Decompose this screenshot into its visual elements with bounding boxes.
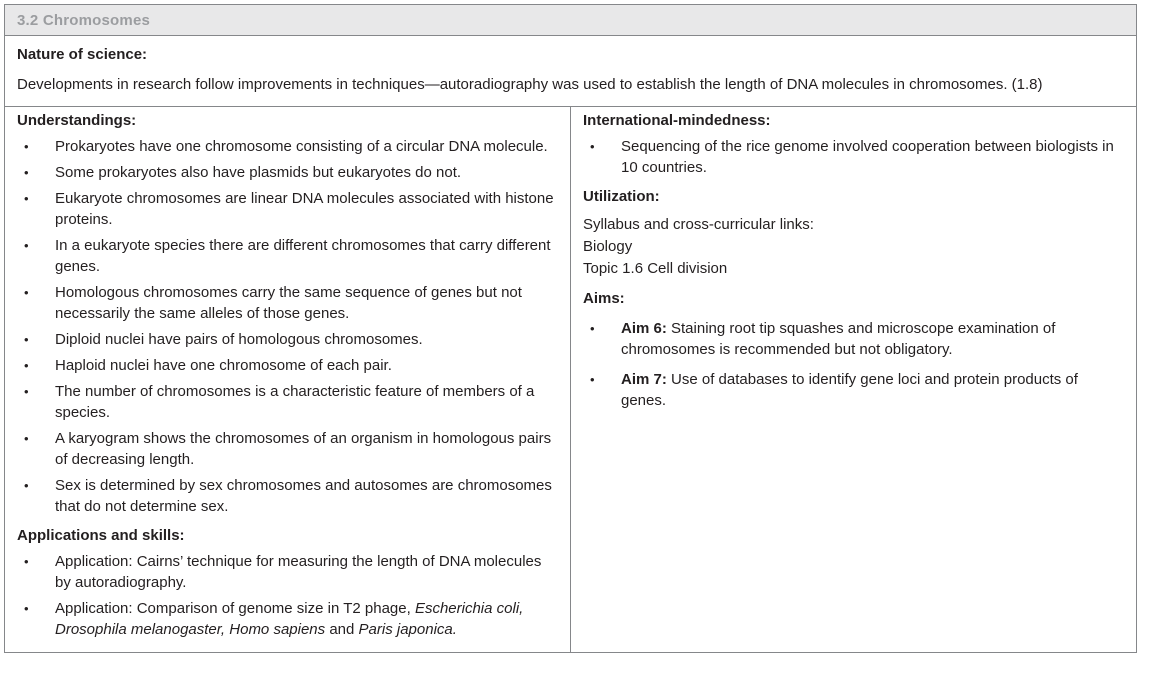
bullet-icon xyxy=(17,428,55,470)
bullet-icon xyxy=(17,136,55,157)
understanding-text: Haploid nuclei have one chromosome of each pair. xyxy=(55,357,392,374)
aim-item xyxy=(583,369,1124,411)
applications-heading: Applications and skills: xyxy=(17,527,185,544)
utilization-lines xyxy=(583,214,1124,280)
utilization-line: Biology xyxy=(583,238,633,255)
species-name-italic: Escherichia coli, Drosophila melanogaster, Homo sapiens xyxy=(55,600,524,638)
species-name-italic: Paris japonica. xyxy=(358,621,457,638)
understanding-text: A karyogram shows the chromosomes of an organism in homologous pairs of decreasing length. xyxy=(55,430,552,468)
understanding-text: Sex is determined by sex chromosomes and autosomes are chromosomes that do not determine sex. xyxy=(55,477,552,515)
understanding-text: The number of chromosomes is a characteristic feature of members of a species. xyxy=(55,383,535,421)
understanding-item xyxy=(17,355,558,376)
bullet-icon xyxy=(583,136,621,178)
left-column xyxy=(5,107,571,652)
aims-heading: Aims: xyxy=(583,290,625,307)
aim-label: Aim 6: xyxy=(621,320,667,337)
application-text: Application: Cairns’ technique for measuring the length of DNA molecules by autoradiography. xyxy=(55,553,542,591)
aim-body: Staining root tip squashes and microscope examination of chromosomes is recommended but not obligatory. xyxy=(621,320,1056,358)
understanding-item xyxy=(17,381,558,423)
bullet-icon xyxy=(17,381,55,423)
bullet-icon xyxy=(17,329,55,350)
application-text xyxy=(55,598,558,640)
two-column-body xyxy=(5,107,1136,652)
application-item xyxy=(17,551,558,593)
aim-text xyxy=(621,318,1124,360)
understanding-text: Diploid nuclei have pairs of homologous chromosomes. xyxy=(55,331,423,348)
bullet-icon xyxy=(17,162,55,183)
understanding-text: Eukaryote chromosomes are linear DNA molecules associated with histone proteins. xyxy=(55,190,554,228)
nature-of-science-heading: Nature of science: xyxy=(17,46,148,63)
understanding-item xyxy=(17,136,558,157)
understanding-item xyxy=(17,475,558,517)
understanding-item xyxy=(17,282,558,324)
understanding-item xyxy=(17,428,558,470)
bullet-icon xyxy=(17,475,55,517)
utilization-line: Topic 1.6 Cell division xyxy=(583,260,728,277)
right-column xyxy=(571,107,1136,652)
topic-title: 3.2 Chromosomes xyxy=(17,12,151,29)
understanding-item xyxy=(17,188,558,230)
understanding-text: Some prokaryotes also have plasmids but eukaryotes do not. xyxy=(55,164,462,181)
bullet-icon xyxy=(583,318,621,360)
understanding-item xyxy=(17,329,558,350)
understandings-heading: Understandings: xyxy=(17,112,137,129)
understanding-text: In a eukaryote species there are different chromosomes that carry different genes. xyxy=(55,237,551,275)
understanding-text: Homologous chromosomes carry the same sequence of genes but not necessarily the same alleles of those genes. xyxy=(55,284,522,322)
understanding-item xyxy=(17,162,558,183)
bullet-icon xyxy=(17,355,55,376)
topic-title-bar xyxy=(5,5,1136,36)
understanding-text: Prokaryotes have one chromosome consisting of a circular DNA molecule. xyxy=(55,138,548,155)
aim-text xyxy=(621,369,1124,411)
international-mindedness-text: Sequencing of the rice genome involved cooperation between biologists in 10 countries. xyxy=(621,138,1114,176)
bullet-icon xyxy=(17,282,55,324)
nature-of-science-text: Developments in research follow improvements in techniques—autoradiography was used to establish the length of DNA molecules in chromosomes. (1.8) xyxy=(17,76,1043,93)
bullet-icon xyxy=(17,598,55,640)
bullet-icon xyxy=(17,235,55,277)
topic-table xyxy=(4,4,1137,653)
aim-item xyxy=(583,318,1124,360)
international-mindedness-heading: International-mindedness: xyxy=(583,112,771,129)
international-mindedness-item xyxy=(583,136,1124,178)
bullet-icon xyxy=(583,369,621,411)
nature-of-science-section xyxy=(5,36,1136,107)
aim-body: Use of databases to identify gene loci and protein products of genes. xyxy=(621,371,1078,409)
text-segment: and xyxy=(325,621,359,638)
utilization-line: Syllabus and cross-curricular links: xyxy=(583,216,814,233)
bullet-icon xyxy=(17,188,55,230)
understanding-item xyxy=(17,235,558,277)
aim-label: Aim 7: xyxy=(621,371,667,388)
text-segment: Application: Comparison of genome size in T2 phage, xyxy=(55,600,415,617)
bullet-icon xyxy=(17,551,55,593)
application-item xyxy=(17,598,558,640)
utilization-heading: Utilization: xyxy=(583,188,660,205)
